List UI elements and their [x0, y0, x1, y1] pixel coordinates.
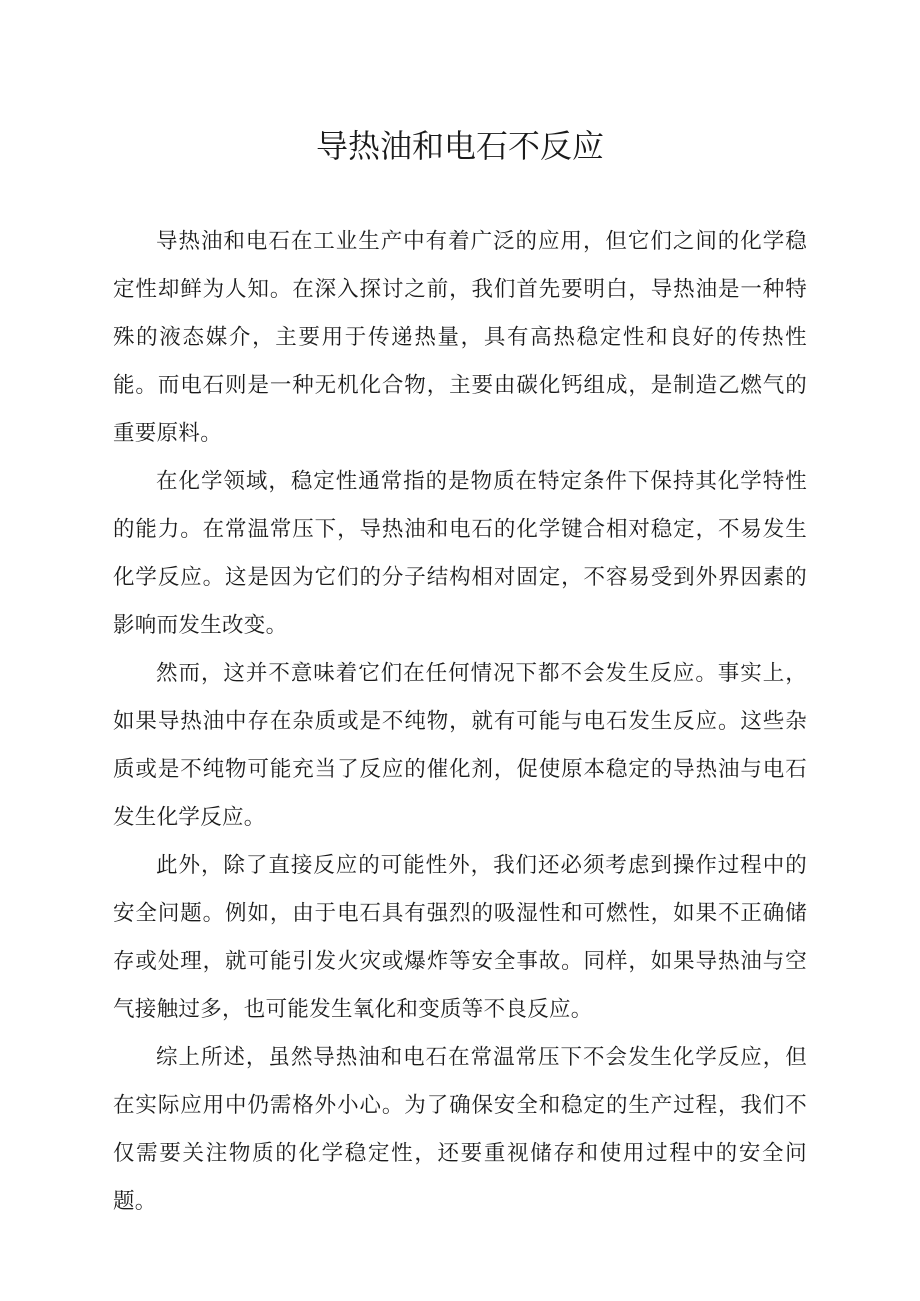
paragraph-2: 在化学领域，稳定性通常指的是物质在特定条件下保持其化学特性的能力。在常温常压下，导热油和电石的化学键合相对稳定，不易发生化学反应。这是因为它们的分子结构相对固定，不容易受到外界因素的影响而发生改变。	[113, 469, 807, 638]
paragraph-3: 然而，这并不意味着它们在任何情况下都不会发生反应。事实上，如果导热油中存在杂质或是不纯物，就有可能与电石发生反应。这些杂质或是不纯物可能充当了反应的催化剂，促使原本稳定的导热油与电石发生化学反应。	[113, 661, 807, 830]
document-title: 导热油和电石不反应	[315, 127, 604, 165]
document-body	[113, 218, 807, 1226]
paragraph-1: 导热油和电石在工业生产中有着广泛的应用，但它们之间的化学稳定性却鲜为人知。在深入探讨之前，我们首先要明白，导热油是一种特殊的液态媒介，主要用于传递热量，具有高热稳定性和良好的传热性能。而电石则是一种无机化合物，主要由碳化钙组成，是制造乙燃气的重要原料。	[113, 229, 807, 446]
paragraph-4: 此外，除了直接反应的可能性外，我们还必须考虑到操作过程中的安全问题。例如，由于电石具有强烈的吸湿性和可燃性，如果不正确储存或处理，就可能引发火灾或爆炸等安全事故。同样，如果导热油与空气接触过多，也可能发生氧化和变质等不良反应。	[113, 853, 807, 1022]
paragraph-5: 综上所述，虽然导热油和电石在常温常压下不会发生化学反应，但在实际应用中仍需格外小心。为了确保安全和稳定的生产过程，我们不仅需要关注物质的化学稳定性，还要重视储存和使用过程中的安全问题。	[113, 1045, 807, 1214]
